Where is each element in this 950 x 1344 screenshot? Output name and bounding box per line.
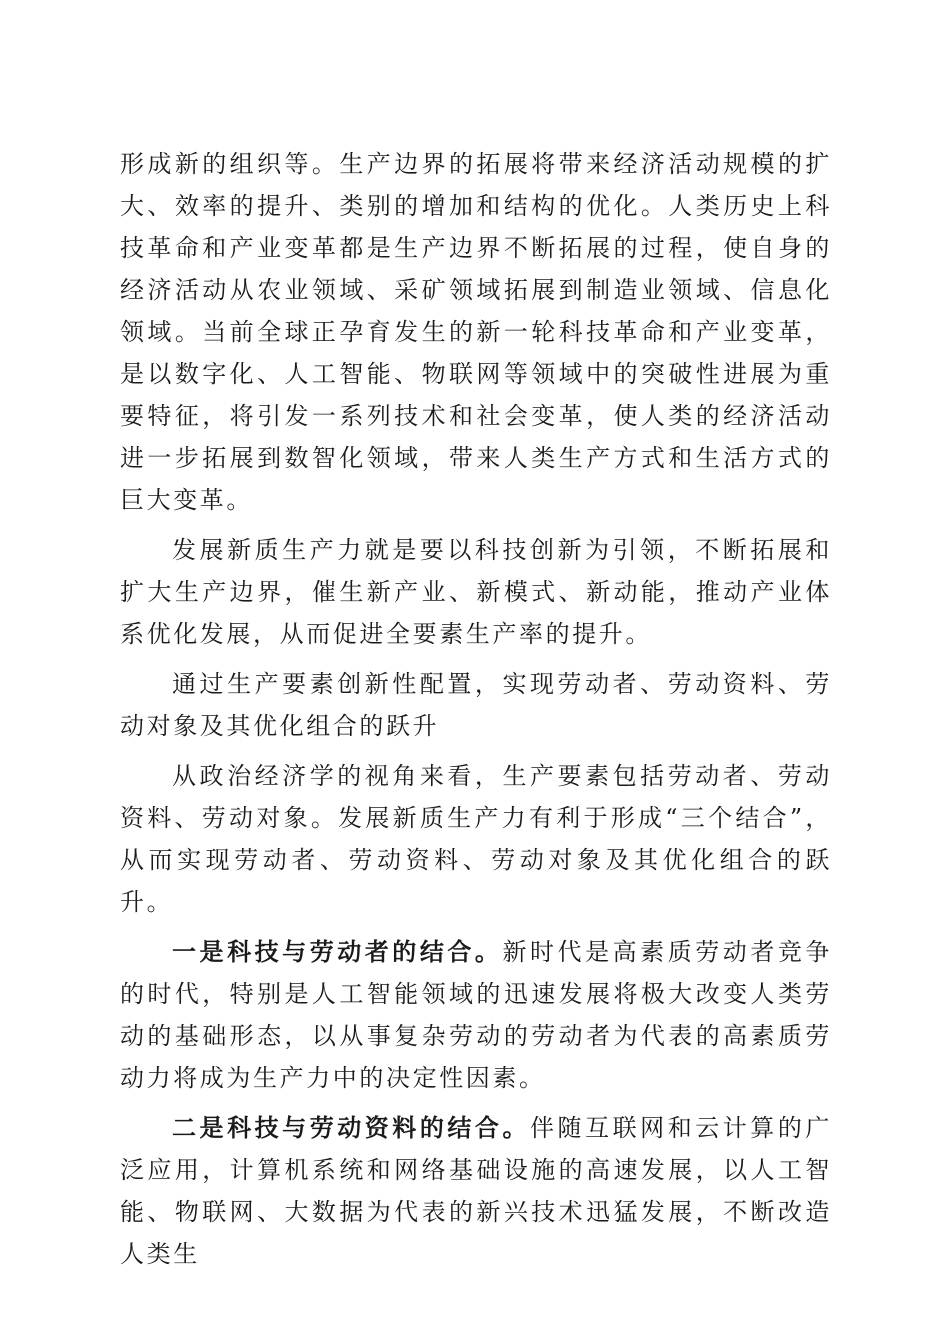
paragraph-3: [120, 755, 832, 923]
paragraph-1: [120, 143, 832, 521]
paragraph-4: [120, 931, 832, 1099]
paragraph-5-lead: 二是科技与劳动资料的结合。: [172, 1113, 530, 1142]
section-heading-text: 通过生产要素创新性配置，实现劳动者、劳动资料、劳动对象及其优化组合的跃升: [120, 670, 832, 740]
section-heading: [120, 663, 832, 747]
paragraph-4-lead: 一是科技与劳动者的结合。: [172, 937, 503, 966]
paragraph-2: [120, 529, 832, 655]
paragraph-3-text: 从政治经济学的视角来看，生产要素包括劳动者、劳动资料、劳动对象。发展新质生产力有利于形成“三个结合”，从而实现劳动者、劳动资料、劳动对象及其优化组合的跃升。: [120, 762, 832, 916]
paragraph-4-text: 新时代是高素质劳动者竞争的时代，特别是人工智能领域的迅速发展将极大改变人类劳动的基础形态，以从事复杂劳动的劳动者为代表的高素质劳动力将成为生产力中的决定性因素。: [120, 938, 832, 1092]
document-body: [120, 143, 832, 1275]
paragraph-5: [120, 1107, 832, 1275]
paragraph-5-text: 伴随互联网和云计算的广泛应用，计算机系统和网络基础设施的高速发展，以人工智能、物联网、大数据为代表的新兴技术迅猛发展，不断改造人类生: [120, 1114, 832, 1268]
paragraph-2-text: 发展新质生产力就是要以科技创新为引领，不断拓展和扩大生产边界，催生新产业、新模式、新动能，推动产业体系优化发展，从而促进全要素生产率的提升。: [120, 536, 832, 648]
paragraph-1-text: 形成新的组织等。生产边界的拓展将带来经济活动规模的扩大、效率的提升、类别的增加和结构的优化。人类历史上科技革命和产业变革都是生产边界不断拓展的过程，使自身的经济活动从农业领域、采矿领域拓展到制造业领域、信息化领域。当前全球正孕育发生的新一轮科技革命和产业变革，是以数字化、人工智能、物联网等领域中的突破性进展为重要特征，将引发一系列技术和社会变革，使人类的经济活动进一步拓展到数智化领域，带来人类生产方式和生活方式的巨大变革。: [120, 150, 832, 514]
